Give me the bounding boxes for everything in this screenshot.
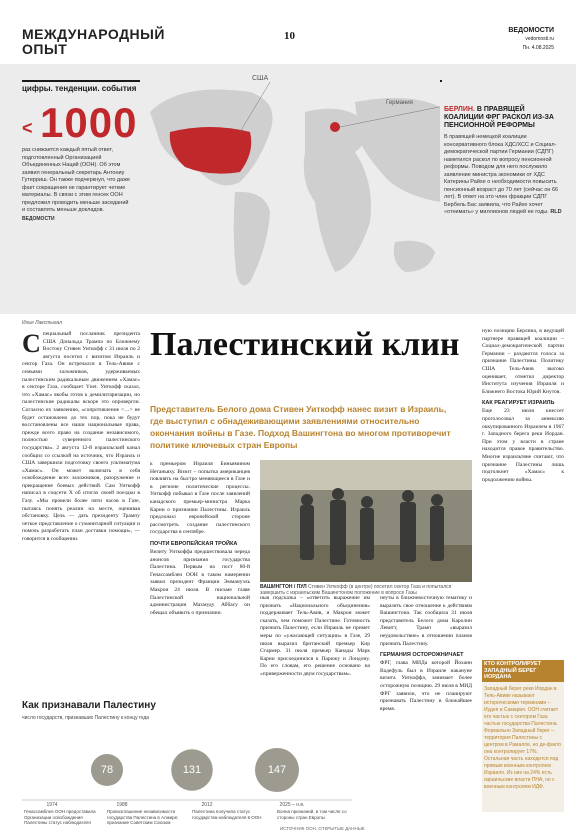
column-1-text: пециальный посланник президента США Дональда Трампа по Ближнему Востоку Стивен Уиткофф с 31 июля по 2 августа посетил с визитом Израиль и сектор Газа. Он встречался в Тель-Авиве с семьями заложников, удерживаемых палестинским радикальным движением «Хамас» в секторе Газа, сообщает Ynet. Уиткофф сказал, что «Хамас» якобы готов к демилитаризации, но палестинские радикалы вскоре это опровергли. Согласно их заявлению, «сопротивление <…> не будет остановлено до тех пор, пока не будут восстановлены все наши национальные права, прежде всего право на создание независимого, полностью суверенного палестинского государства». 2 августа 12-й израильский канал сообщил со ссылкой на источник, что Израиль и США завершили подготовку своего ультиматума «Хамас». Он может включать в себя освобождение всех заложников, разоружение и прекращение боевых действий. Сам Уиткофф написал в соцсети Х об итогах своей поездки в Газу. «Мы провели более пяти часов в Газе, пытаясь понять реалии на месте, оценивая обстановку. Цель — дать президенту Трампу четкое представление о гуманитарной ситуации и помочь разработать план доставки помощи», — говорится в сообщении. [22, 331, 140, 543]
chart-value-label: 147 [267, 764, 287, 776]
article-column-4 [380, 595, 472, 713]
germany-label: Германия [386, 100, 413, 106]
photo-credit: ВАШИНГТОН / ПУЛ [260, 584, 307, 590]
chart-caption: Провозглашение независимости государства Палестина в Алжире; признание Советским Союзом [107, 809, 179, 825]
chart-caption: Генассамблея ООН предоставила Организации освобождения Палестины статус наблюдателя [24, 809, 96, 825]
drop-cap: С [22, 329, 41, 358]
chart-subtitle: число государств, признавших Палестину к концу года [22, 715, 150, 721]
article-column-5 [482, 328, 564, 484]
section-rubric [22, 27, 165, 57]
sidebar-title: КТО КОНТРОЛИРУЕТ ЗАПАДНЫЙ БЕРЕГ ИОРДАНА [484, 661, 542, 680]
article-column-2 [150, 461, 250, 617]
chart-value-label: 131 [182, 764, 202, 776]
column-2b-text: Визиту Уиткоффа предшествовала череда анонсов признания государства Палестина. Первым на пост 80-й Генассамблеи ООН в таком намерении заявил президент Франции Эммануэль Макрон 24 июля. В письме главе Палестинской национальной администрации Махмуду Аббасу он обещал объявить о признании. [150, 548, 250, 616]
chart-title: Как признавали Палестину [22, 700, 156, 711]
chart-axis-label: 2025 – н.в. [279, 802, 305, 808]
masthead [508, 26, 554, 53]
chart-axis-label: 1988 [116, 802, 128, 808]
germany-city: БЕРЛИН. [444, 106, 475, 113]
column-4b-text: ФРГ, глава МИДа которой Йоханн Вадефуль был в Израиле накануне визита Уиткоффа, занимает более осторожную позицию. 29 июля в МИД ФРГ заявили, что не планируют признавать Палестину в ближайшее время. [380, 660, 472, 712]
sidebar-text: Западный берег реки Иордан в Тель-Авиве называют историческими терминами – Иудея и Самария. ООН считает его частью с сектором Газа частью государства Палестина. Формально Западный берег – территория Палестины с центром в Рамалле, но де-факто она контролирует 17%. Остальная часть находится под прямым военным контролем Израиля. Из них на 24% есть израильские власти ПНА, но с военным контролем ИДФ. [484, 686, 562, 790]
less-than-sign: < [22, 118, 33, 138]
column-4-text: неуты в ближневосточную тематику и выразить свое отношение к действиям Вашингтона. Так сообщила 31 июля представитель Белого дома Каролин Левитт, Трамп «выразил неудовольствие» в отношении планов признать Палестину. [380, 595, 472, 647]
facts-band-title: цифры. тенденции. события [22, 80, 442, 93]
chart-axis-label: 2012 [201, 802, 213, 808]
paper-date: Пн. 4.08.2025 [522, 45, 554, 51]
usa-label: США [252, 75, 269, 82]
paper-site: vedomosti.ru [525, 36, 554, 42]
germany-body: В правящей немецкой коалиции консервативного блока ХДС/ХСС и Социал-демократической партии Германии (СДПГ) наметился раскол по вопросу пенсионной реформы. Поводом для него послужило заявление министра экономики от ХДС Катерины Райхе о необходимости повысить пенсионный возраст до 70 лет (сейчас он 66 лет). В ответ на это член фракции СДПГ Бербель Бас заявила, что Райхе хочет «отнимать» у миллионов людей ее годы. [444, 134, 559, 215]
fact-source: ВЕДОМОСТИ [22, 215, 55, 222]
page-number: 10 [284, 30, 295, 42]
chart-caption: Волна признаний, в том числе со стороны стран Европы [277, 809, 347, 820]
article-photo [260, 460, 472, 582]
subheading-israel: КАК РЕАГИРУЕТ ИЗРАИЛЬ [482, 400, 555, 407]
column-5-text: ную позицию Берлина, в ведущей партнере правящей коалиции – Социал-демократической партии Германии – раздаются голоса за признание Палестины. Политику США Тель-Авив высоко оценивает, отметил директор Института изучения Израиля и Ближнего Востока Юрий Кнутов. [482, 328, 564, 395]
chart-caption: Палестина получила статус государства-наблюдателя в ООН [192, 809, 262, 820]
fact-text [22, 147, 132, 222]
subheading-germany: ГЕРМАНИЯ ОСТОРОЖНИЧАЕТ [380, 652, 464, 659]
article-column-1 [22, 331, 140, 544]
column-5b-text: Еще 23 июля кнессет проголосовал за аннексию оккупированного Израилем в 1967 г. Западного берега реки Иордан. При этом у власти в стране находится правое правительство. Многие израильтяне считают, что признание Палестины лишь подтолкнет «Хамас» к продолжению войны. [482, 408, 564, 483]
subheading-europe: ПОЧТИ ЕВРОПЕЙСКАЯ ТРОЙКА [150, 540, 238, 547]
recognition-chart [22, 720, 352, 830]
paper-name: ВЕДОМОСТИ [508, 27, 554, 34]
chart-source: ИСТОЧНИК ООН, ОТКРЫТЫЕ ДАННЫЕ [280, 826, 365, 831]
photo-caption-text: Стивен Уиткофф (в центре) посетил сектор Газа и попытался завершить с израильским Вашингтоном положение в вопросе Газы [260, 584, 452, 596]
germany-headline [444, 106, 562, 130]
germany-headline-text: В ПРАВЯЩЕЙ КОАЛИЦИИ ФРГ РАСКОЛ ИЗ-ЗА ПЕНСИОННОЙ РЕФОРМЫ [444, 106, 554, 129]
fact-body: раз снижается каждый пятый ответ, подготовленный Организацией Объединенных Наций (ООН). Об этом заявил генеральный секретарь Антониу Гутерриш. Он также подчеркнул, что даже факт сокращения не гарантирует четкие материалы. В связи с этим генсек ООН предложил проводить меньше заседаний и составлять меньше докладов. [22, 147, 130, 213]
world-map [140, 72, 440, 308]
article-title: Палестинский клин [150, 326, 460, 363]
chart-axis-label: 1974 [46, 802, 58, 808]
germany-marker [330, 122, 340, 132]
rubric-line-2: ОПЫТ [22, 41, 68, 57]
rubric-line-1: МЕЖДУНАРОДНЫЙ [22, 26, 165, 42]
germany-text [444, 134, 562, 217]
chart-value-label: 78 [100, 764, 114, 776]
column-2-text: к премьером Израиля Биньямином Нетаньяху. Визит – попытка американцев повлиять на быстро меняющиеся в Газе и в регионе политические процессы. Уиткофф побывал в Газе после заявлений канадского премьер-министра Марка Карни о признании Палестины. Израиль предложил европейской стороне рассмотреть создание палестинского государства в сентябре. [150, 461, 250, 536]
germany-source: RLD [550, 209, 562, 215]
byline: Илья Лакстыгал [22, 320, 62, 326]
big-number: 1000 [40, 99, 138, 146]
article-column-3: ныя подсказка – «ответить выражение им признать «Национального объединения» поддерживает Тель-Авив, и Макрон может сказать, чем поможет Палестине. Готовность признать Палестину, если Израиль не примет меры по «ужасающей ситуации» в Газе, 29 июля выразил британский премьер Кир Стармер. 31 июля премьер Канады Марк Карни присоединился к Парижу и Лондону. По его словам, его решение основано на «приверженности двум государствам». [260, 595, 370, 677]
article-lead: Представитель Белого дома Стивен Уиткофф нанес визит в Израиль, где выступил с обнадеживающими заявлениями относительно окончания войны в Газе. Подход Вашингтона во многом противоречит политике ключевых стран Европы [150, 404, 451, 450]
